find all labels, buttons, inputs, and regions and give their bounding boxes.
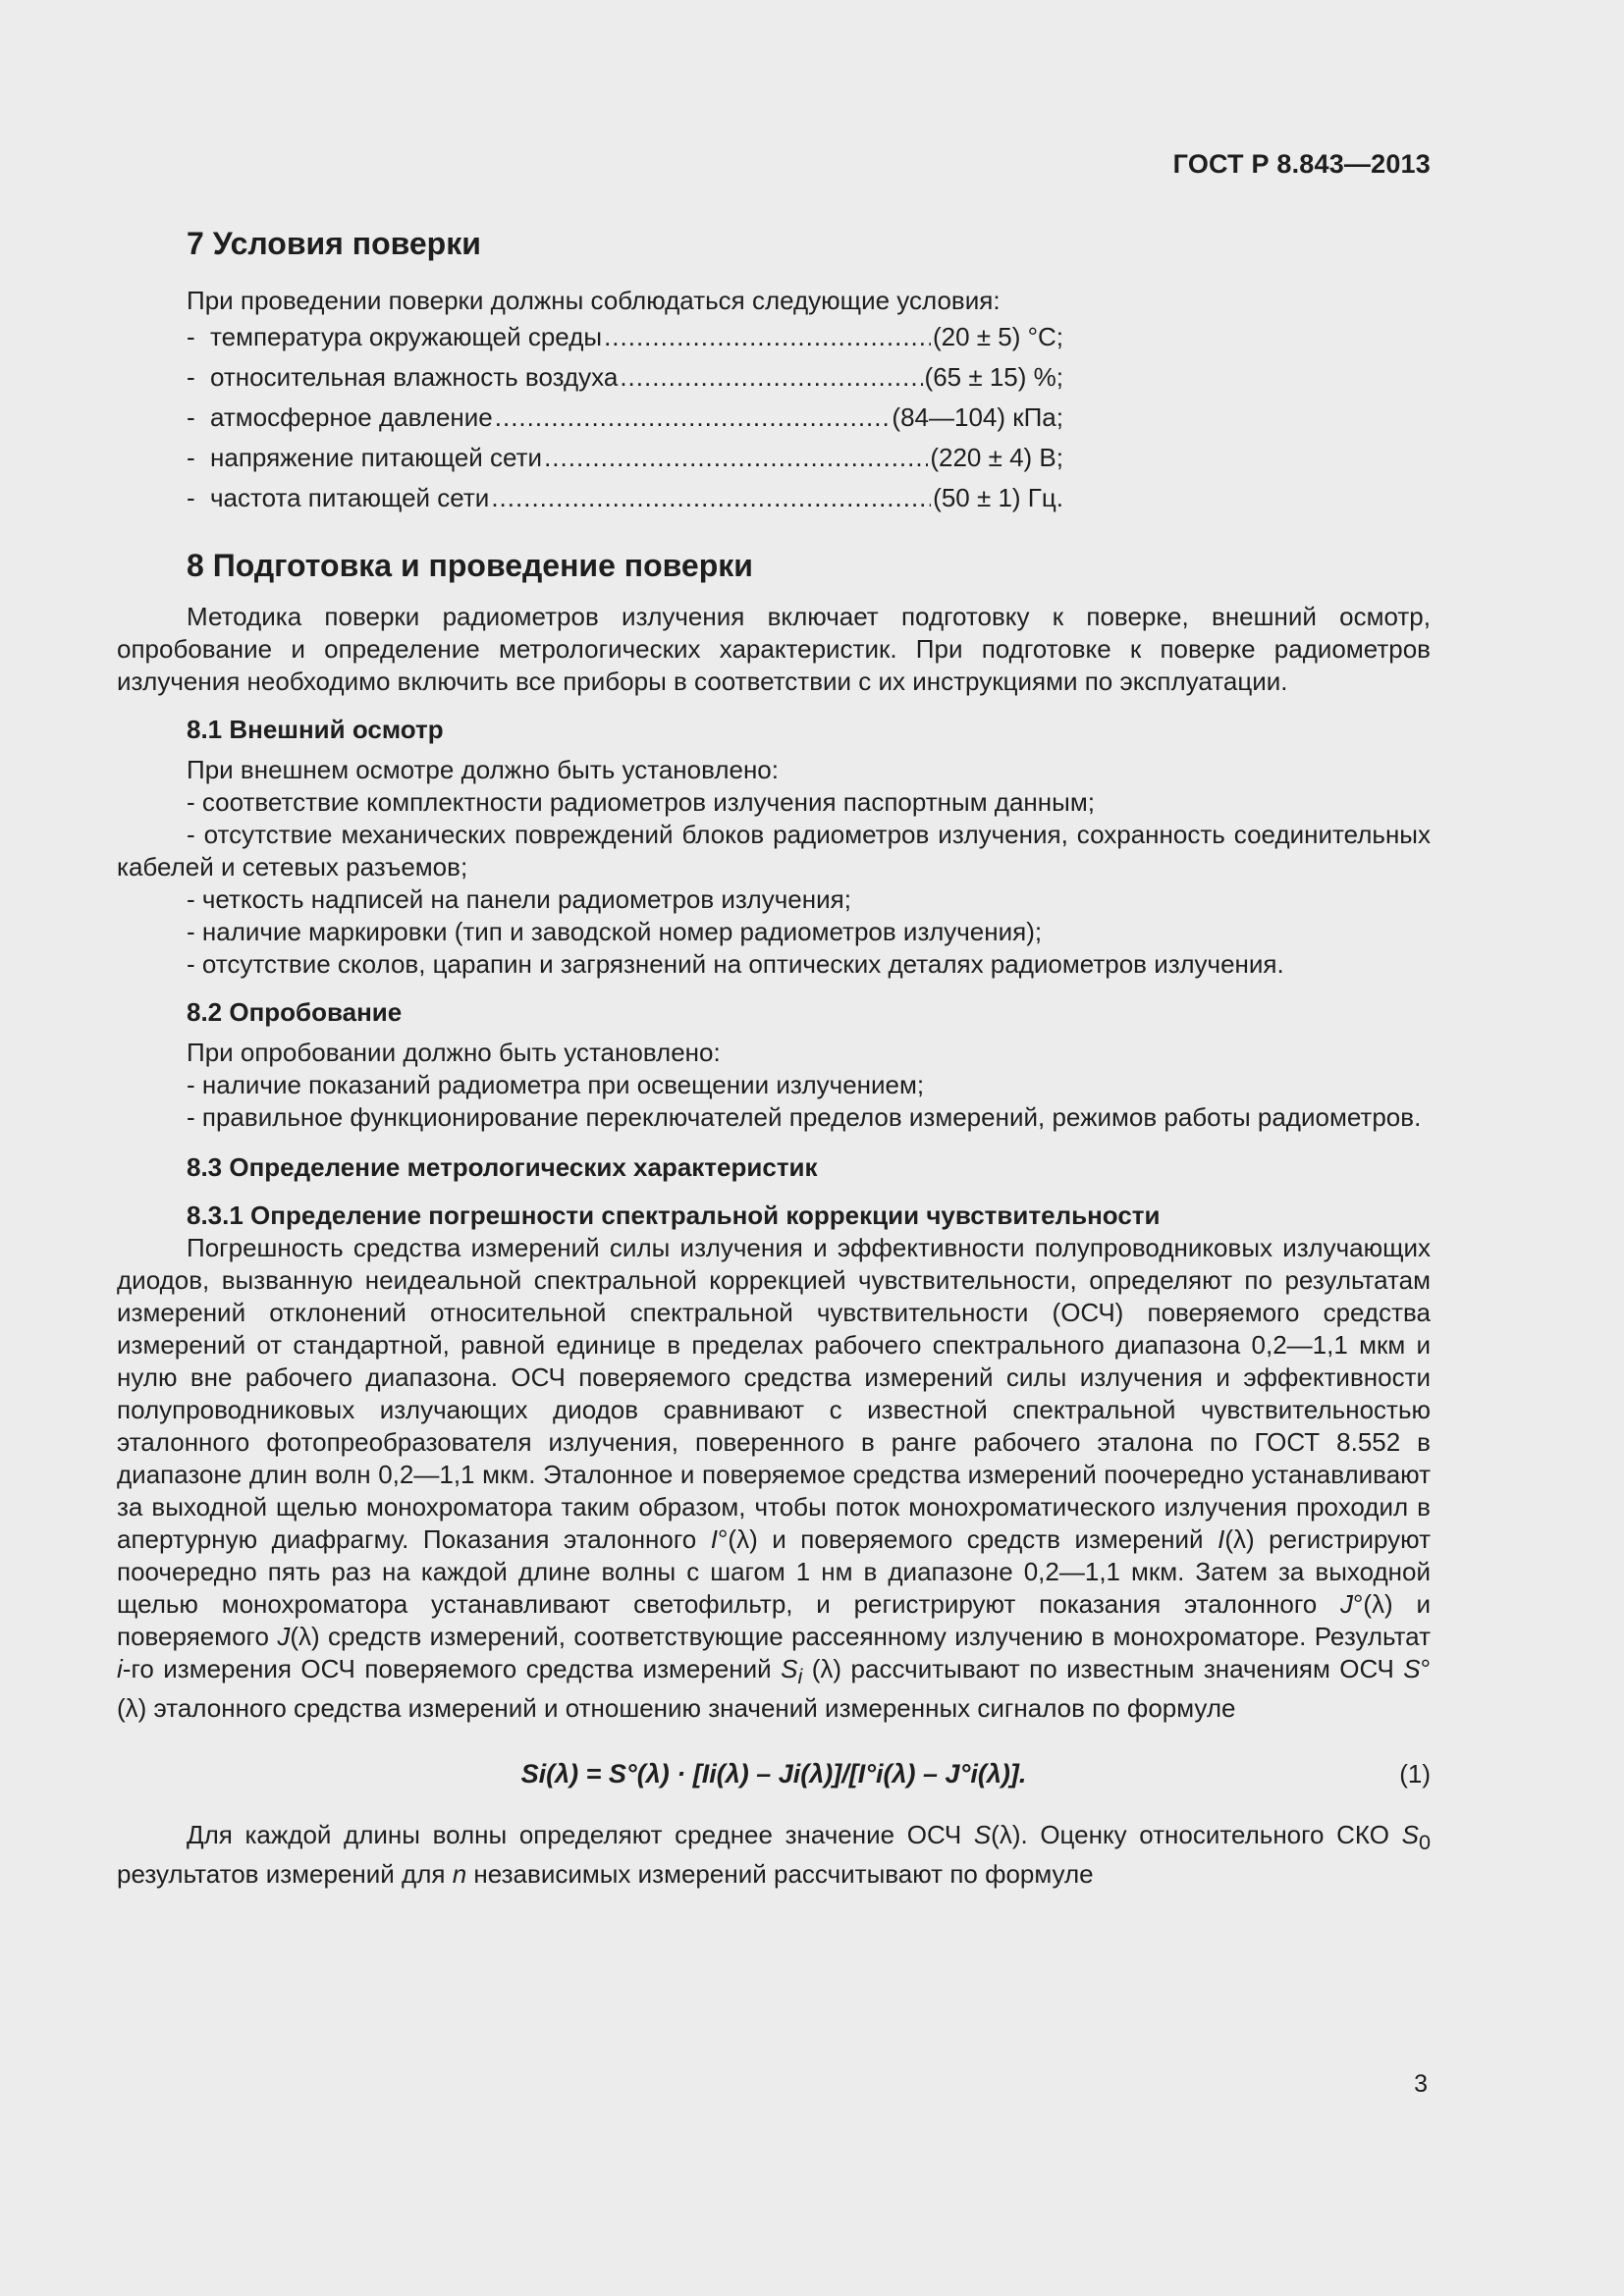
condition-row: - частота питающей сети ..... (50 ± 1) Гц. — [187, 478, 1063, 518]
section-8-2-intro: При опробовании должно быть установлено: — [187, 1038, 721, 1067]
section-7-intro: При проведении поверки должны соблюдаться следующие условия: — [187, 286, 1001, 315]
page-content — [117, 224, 1431, 1891]
list-item: - четкость надписей на панели радиометров излучения; — [187, 884, 851, 914]
condition-row: - температура окружающей среды ..... (20 ± 5) °С; — [187, 317, 1063, 357]
page-number: 3 — [1414, 2070, 1428, 2098]
section-8-3-1-title: 8.3.1 Определение погрешности спектральной коррекции чувствительности — [187, 1201, 1161, 1230]
list-item: - отсутствие механических повреждений блоков радиометров излучения, сохранность соединительных кабелей и сетевых разъемов; — [117, 820, 1431, 881]
list-item: - соответствие комплектности радиометров излучения паспортным данным; — [187, 787, 1095, 817]
section-8-3-1-paragraph: Погрешность средства измерений силы излучения и эффективности полупроводниковых излучающих диодов, вызванную неидеальной спектральной коррекцией чувствительности, определяют по результатам измерений отклонений относительной спектральной чувствительности (ОСЧ) поверяемого средства измерений от стандартной, равной единице в пределах рабочего спектрального диапазона 0,2—1,1 мкм и нулю вне рабочего диапазона. ОСЧ поверяемого средства измерений силы излучения и эффективности полупроводниковых излучающих диодов сравнивают с известной спектральной чувствительностью эталонного фотопреобразователя излучения, поверенного в ранге рабочего эталона по ГОСТ 8.552 в диапазоне длин волн 0,2—1,1 мкм. Эталонное и поверяемое средства измерений поочередно устанавливают за выходной щелью монохроматора таким образом, чтобы поток монохроматического излучения проходил в апертурную диафрагму. Показания эталонного I°(λ) и поверяемого средств измерений I(λ) регистрируют поочередно пять раз на каждой длине волны с шагом 1 нм в диапазоне 0,2—1,1 мкм. Затем за выходной щелью монохроматора устанавливают светофильтр, и регистрируют показания эталонного J°(λ) и поверяемого J(λ) средств измерений, соответствующие рассеянному излучению в монохроматоре. Результат i-го измерения ОСЧ поверяемого средства измерений $S_i$ (λ) рассчитывают по известным значениям ОСЧ S°(λ) эталонного средства измерений и отношению значений измеренных сигналов по формуле — [117, 1233, 1431, 1724]
list-item: - наличие маркировки (тип и заводской номер радиометров излучения); — [187, 917, 1043, 946]
list-item: - наличие показаний радиометра при освещении излучением; — [187, 1070, 925, 1099]
equation-number: (1) — [1399, 1759, 1431, 1789]
section-8-title: 8 Подготовка и проведение поверки — [187, 548, 753, 583]
list-item: - отсутствие сколов, царапин и загрязнений на оптических деталях радиометров излучения. — [187, 949, 1284, 979]
section-7-title: 7 Условия поверки — [187, 226, 481, 261]
section-8-2-title: 8.2 Опробование — [187, 997, 403, 1027]
formula-row — [117, 1750, 1431, 1799]
conditions-list — [117, 317, 1063, 518]
section-8-1-title: 8.1 Внешний осмотр — [187, 715, 444, 744]
section-8-3-title: 8.3 Определение метрологических характеристик — [187, 1152, 818, 1182]
section-8-paragraph: Методика поверки радиометров излучения включает подготовку к поверке, внешний осмотр, опробование и определение метрологических характеристик. При подготовке к поверке радиометров излучения необходимо включить все приборы в соответствии с их инструкциями по эксплуатации. — [117, 602, 1431, 696]
formula: Si(λ) = S°(λ) · [Ii(λ) – Ji(λ)]/[I°i(λ) – J°i(λ)]. — [520, 1759, 1027, 1789]
condition-row: - напряжение питающей сети ..... (220 ± 4) В; — [187, 438, 1063, 478]
document-code: ГОСТ Р 8.843—2013 — [1172, 149, 1431, 179]
condition-row: - относительная влажность воздуха ..... (65 ± 15) %; — [187, 357, 1063, 398]
list-item: - правильное функционирование переключателей пределов измерений, режимов работы радиометров. — [187, 1102, 1422, 1132]
section-8-1-intro: При внешнем осмотре должно быть установлено: — [187, 755, 779, 784]
section-8-3-1-paragraph-2: Для каждой длины волны определяют среднее значение ОСЧ S(λ). Оценку относительного СКО $S_0$ результатов измерений для n независимых измерений рассчитывают по формуле — [117, 1820, 1431, 1890]
condition-row: - атмосферное давление ..... (84—104) кПа; — [187, 398, 1063, 438]
